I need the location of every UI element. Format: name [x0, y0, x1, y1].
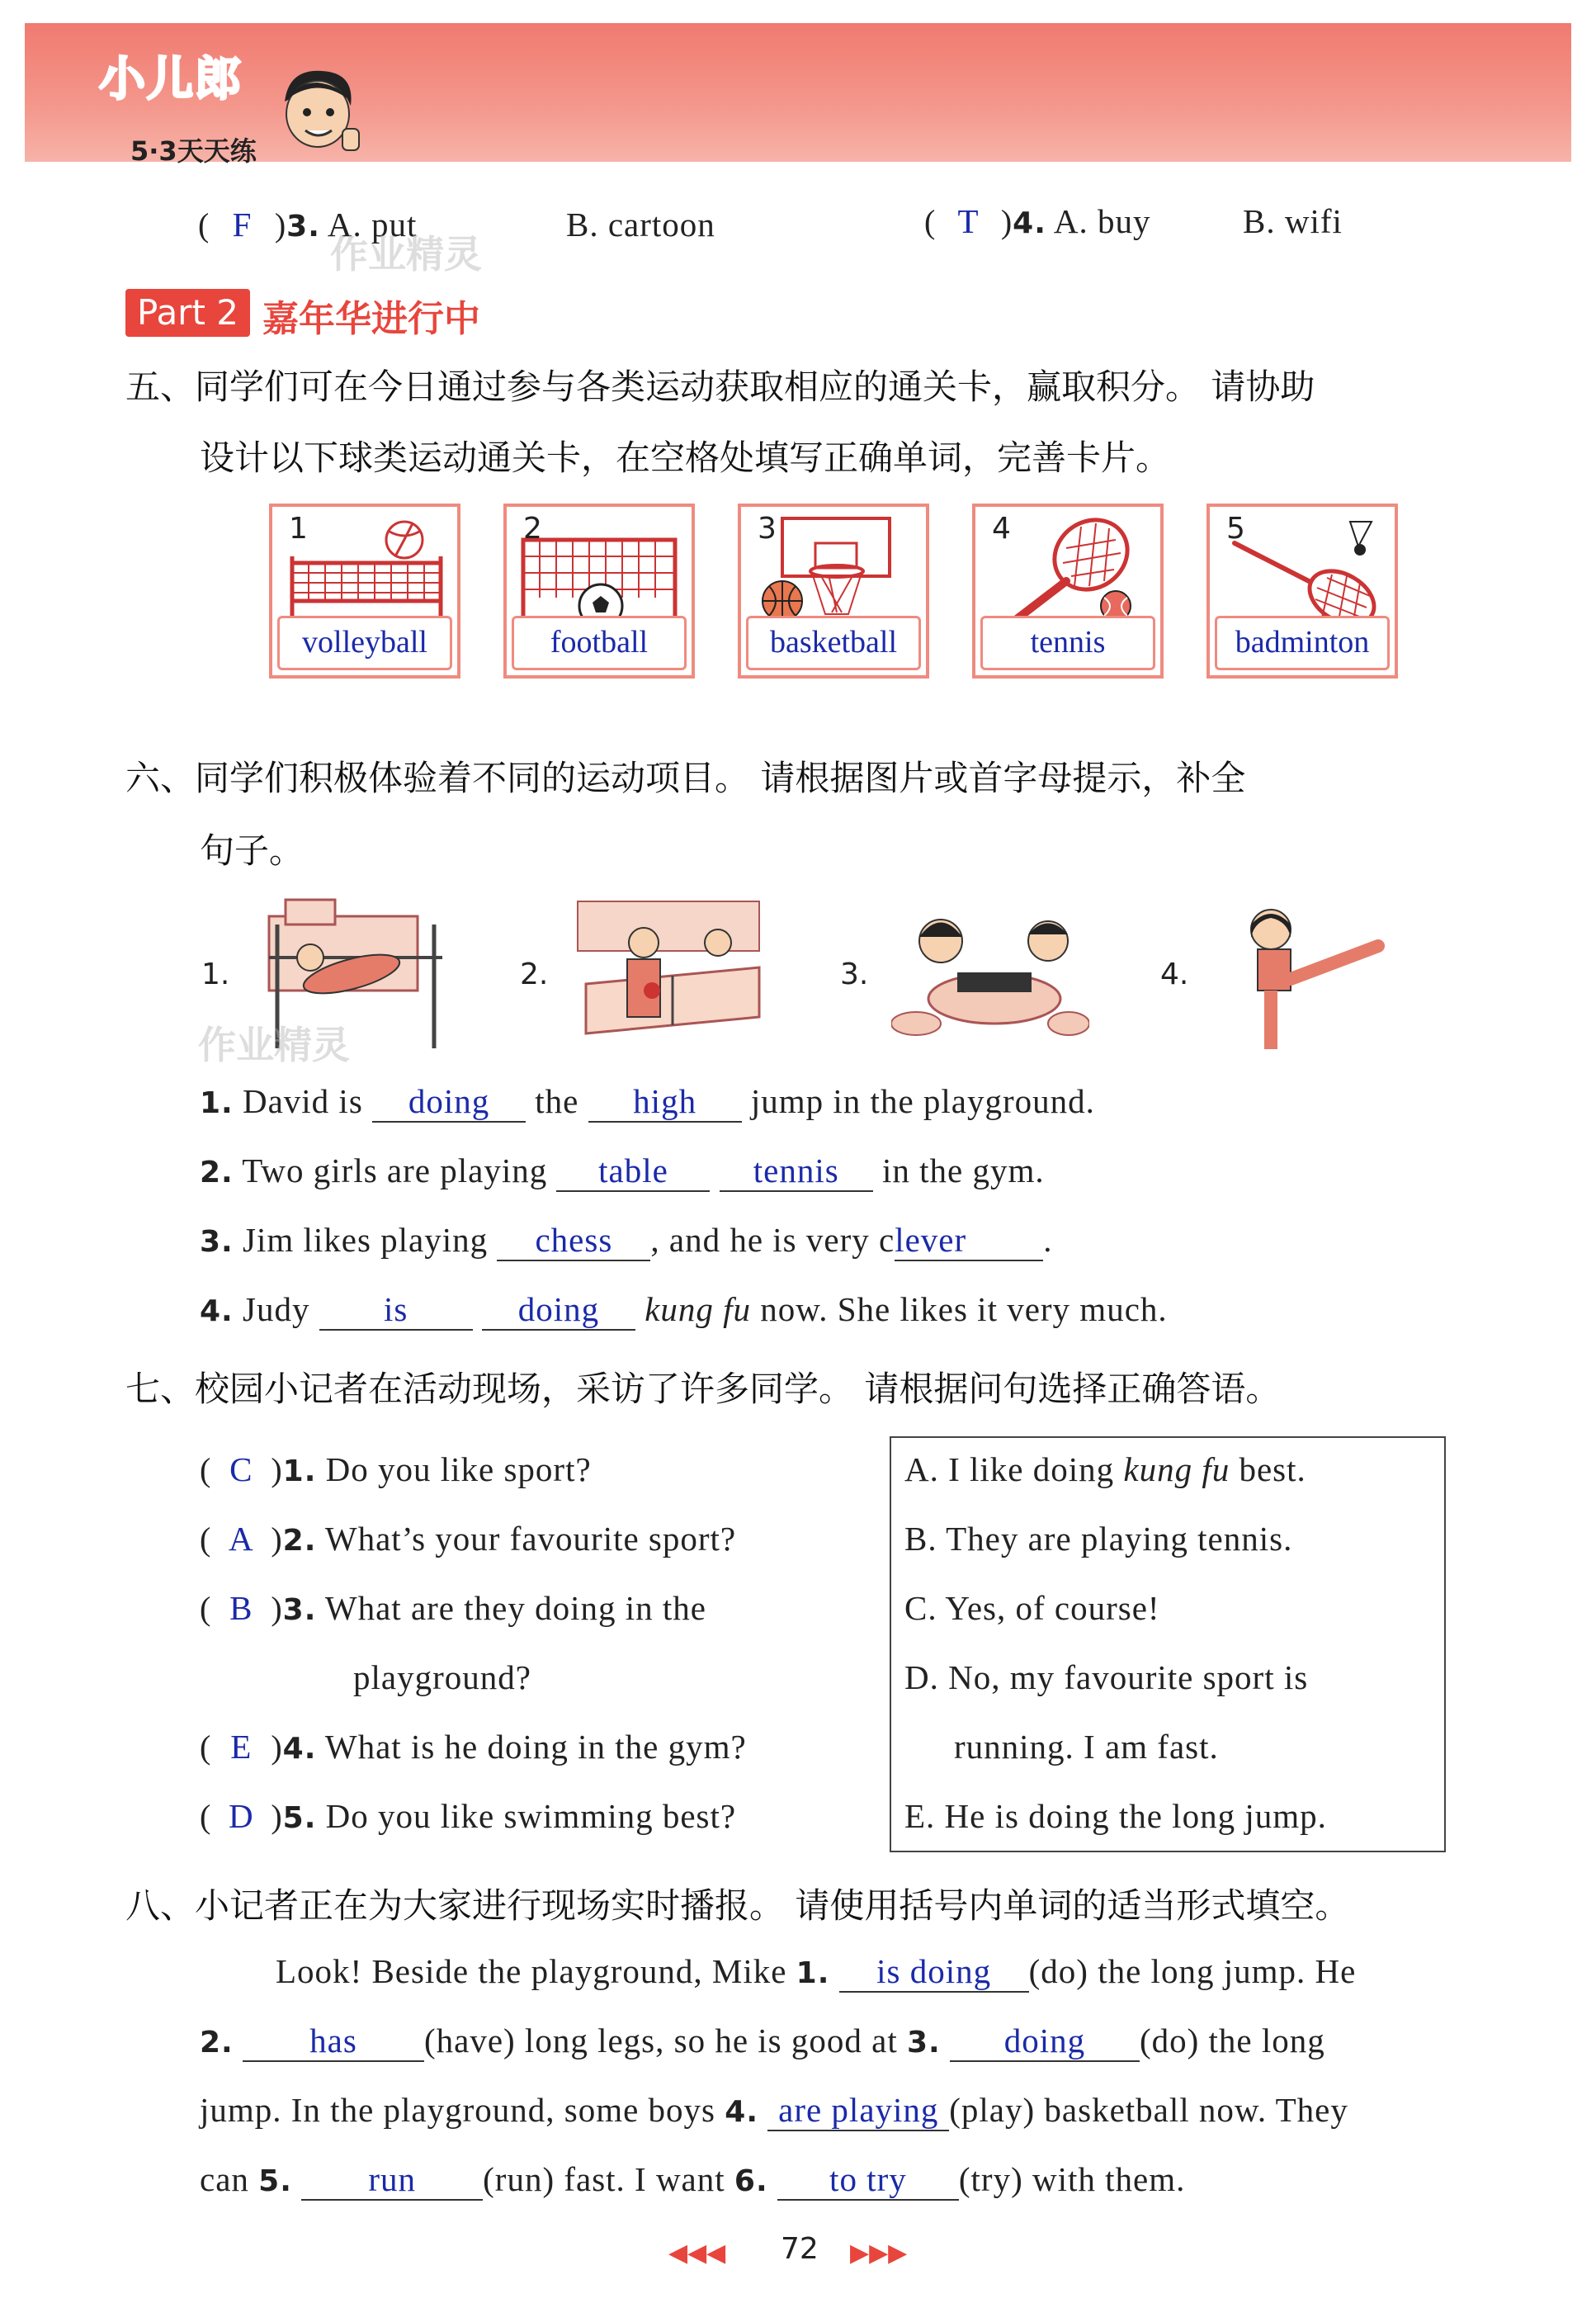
option-c: C. Yes, of course!	[904, 1589, 1160, 1627]
blank-3b[interactable]: lever	[895, 1220, 1043, 1261]
card-football	[503, 504, 695, 679]
blank-p3[interactable]: doing	[950, 2021, 1140, 2062]
next-arrows-icon: ▶▶▶	[850, 2239, 908, 2267]
pic-number-3: 3.	[840, 958, 869, 991]
blank-p6[interactable]: to try	[777, 2159, 959, 2201]
blank-4b[interactable]: doing	[482, 1289, 635, 1331]
question-5: ( D )5. Do you like swimming best?	[200, 1797, 737, 1835]
answer-q5[interactable]: D	[229, 1797, 254, 1835]
part-badge: Part 2	[125, 289, 250, 337]
blank-3a[interactable]: chess	[497, 1220, 650, 1261]
blank-p4[interactable]: are playing	[767, 2090, 949, 2131]
card-answer-football: football	[512, 616, 687, 670]
top-option-b-3: B. cartoon	[566, 206, 715, 244]
top-item-4: ( T )4. A. buy	[924, 202, 1151, 240]
section6-title-2: 句子。	[200, 830, 305, 871]
sentence-2: 2. Two girls are playing table tennis in the gym.	[200, 1151, 1045, 1192]
card-basketball	[738, 504, 929, 679]
card-tennis	[972, 504, 1164, 679]
question-3-cont: playground?	[353, 1658, 531, 1696]
section8-title: 八、小记者正在为大家进行现场实时播报。 请使用括号内单词的适当形式填空。	[125, 1885, 1350, 1926]
option-d: D. No, my favourite sport is	[904, 1658, 1309, 1696]
top-option-b-4: B. wifi	[1243, 202, 1343, 240]
passage-line-2: 2. has (have) long legs, so he is good at 3. doing (do) the long	[200, 2021, 1325, 2062]
blank-p5[interactable]: run	[301, 2159, 483, 2201]
brand-logo: 小儿郎	[99, 53, 243, 106]
card-number: 4	[992, 512, 1011, 546]
chess-illustration	[891, 900, 1089, 1048]
table-tennis-illustration	[569, 893, 767, 1058]
passage-line-1: Look! Beside the playground, Mike 1. is doing (do) the long jump. He	[276, 1951, 1356, 1993]
section5-title-1: 五、同学们可在今日通过参与各类运动获取相应的通关卡，赢取积分。 请协助	[125, 367, 1315, 407]
mascot-icon	[272, 64, 363, 163]
pic-number-2: 2.	[520, 958, 549, 991]
page-header	[25, 23, 1571, 162]
page-number: 72	[781, 2232, 819, 2266]
card-number: 1	[289, 512, 308, 546]
prev-arrows-icon: ◀◀◀	[668, 2239, 726, 2267]
top-item-3: ( F )3. A. put	[198, 206, 418, 244]
blank-2b[interactable]: tennis	[720, 1151, 873, 1192]
blank-p1[interactable]: is doing	[839, 1951, 1029, 1993]
question-3: ( B )3. What are they doing in the	[200, 1589, 706, 1627]
sentence-1: 1. David is doing the high jump in the playground.	[200, 1081, 1095, 1123]
question-1: ( C )1. Do you like sport?	[200, 1450, 592, 1488]
top-answer-4: T	[957, 202, 980, 240]
answer-q1[interactable]: C	[229, 1450, 253, 1488]
card-answer-badminton: badminton	[1215, 616, 1390, 670]
section5-title-2: 设计以下球类运动通关卡，在空格处填写正确单词，完善卡片。	[200, 437, 1171, 478]
option-a: A. I like doing kung fu best.	[904, 1450, 1306, 1488]
top-answer-3: F	[232, 206, 253, 244]
answer-q2[interactable]: A	[229, 1520, 254, 1558]
section7-title: 七、校园小记者在活动现场，采访了许多同学。 请根据问句选择正确答语。	[125, 1369, 1281, 1409]
question-4: ( E )4. What is he doing in the gym?	[200, 1728, 747, 1766]
blank-2a[interactable]: table	[556, 1151, 710, 1192]
sentence-4: 4. Judy is doing kung fu now. She likes it very much.	[200, 1289, 1168, 1331]
card-answer-tennis: tennis	[980, 616, 1155, 670]
section6-title-1: 六、同学们积极体验着不同的运动项目。 请根据图片或首字母提示，补全	[125, 758, 1246, 798]
options-box	[890, 1436, 1446, 1852]
answer-q3[interactable]: B	[229, 1589, 253, 1627]
kung-fu-illustration	[1221, 896, 1395, 1053]
card-number: 3	[758, 512, 777, 546]
card-number: 2	[523, 512, 542, 546]
passage-line-4: can 5. run (run) fast. I want 6. to try (try) with them.	[200, 2159, 1185, 2201]
card-answer-basketball: basketball	[746, 616, 921, 670]
option-e: E. He is doing the long jump.	[904, 1797, 1327, 1835]
watermark-2: 作业精灵	[198, 1023, 350, 1067]
option-b: B. They are playing tennis.	[904, 1520, 1293, 1558]
part-title: 嘉年华进行中	[262, 298, 480, 340]
blank-4a[interactable]: is	[319, 1289, 473, 1331]
option-d-cont: running. I am fast.	[954, 1728, 1219, 1766]
card-answer-volleyball: volleyball	[277, 616, 452, 670]
watermark: 作业精灵	[330, 232, 482, 277]
answer-q4[interactable]: E	[230, 1728, 253, 1766]
blank-p2[interactable]: has	[243, 2021, 424, 2062]
question-2: ( A )2. What’s your favourite sport?	[200, 1520, 737, 1558]
card-number: 5	[1226, 512, 1245, 546]
pic-number-1: 1.	[201, 958, 230, 991]
sentence-3: 3. Jim likes playing chess , and he is very clever .	[200, 1220, 1052, 1261]
card-volleyball	[269, 504, 460, 679]
pic-number-4: 4.	[1160, 958, 1189, 991]
brand-subtitle: 5·3天天练	[130, 135, 257, 167]
blank-1b[interactable]: high	[588, 1081, 742, 1123]
passage-line-3: jump. In the playground, some boys 4. are playing (play) basketball now. They	[200, 2090, 1348, 2131]
card-badminton	[1206, 504, 1398, 679]
blank-1a[interactable]: doing	[372, 1081, 526, 1123]
